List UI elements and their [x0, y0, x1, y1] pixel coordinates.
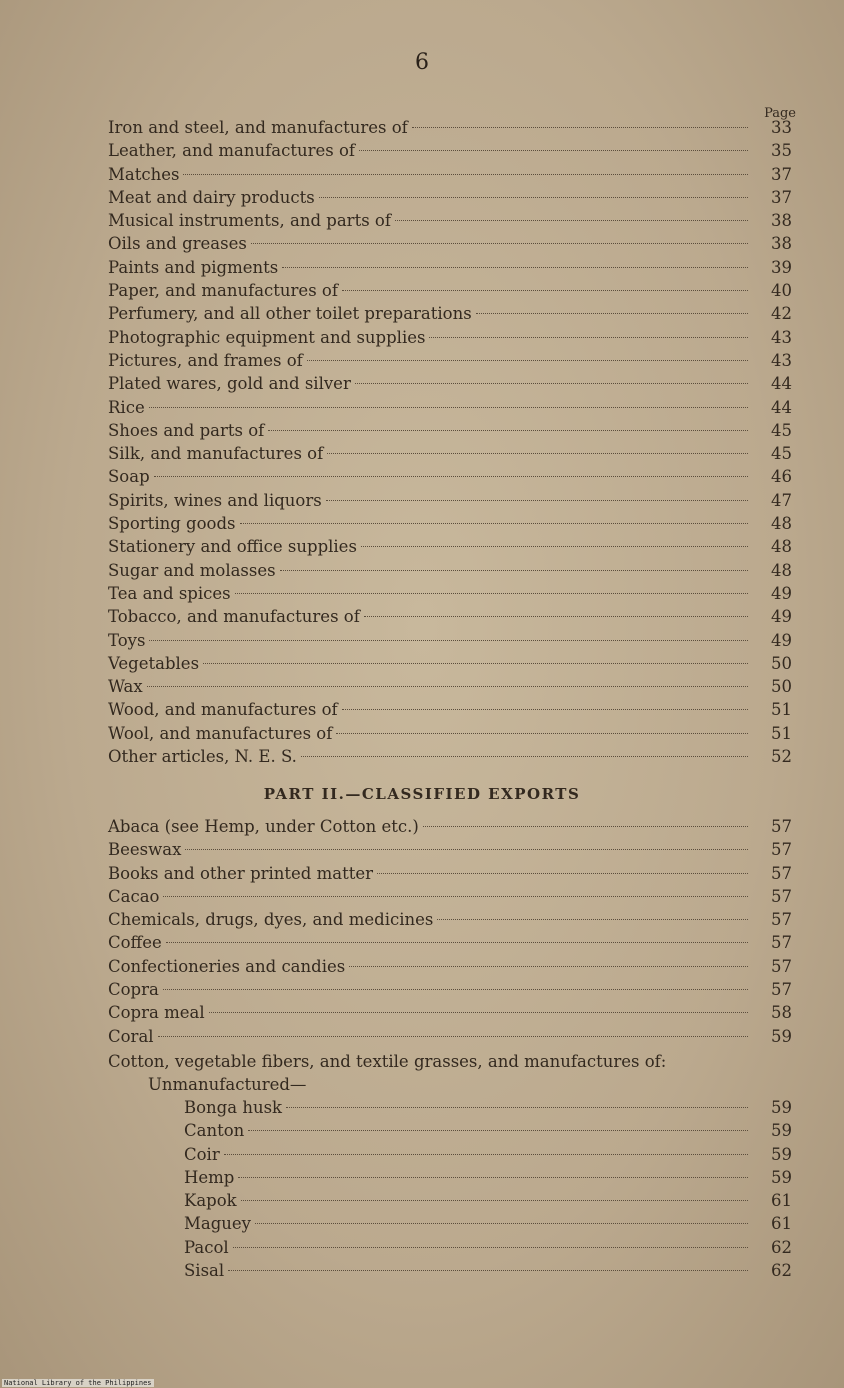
toc-entry-page: 57	[771, 910, 792, 930]
toc-entry-label: Paints and pigments	[108, 257, 279, 277]
toc-entry	[108, 512, 796, 535]
dot-leader	[203, 663, 748, 664]
toc-entry-page: 43	[771, 350, 792, 370]
toc-entry-label: Books and other printed matter	[108, 863, 374, 883]
toc-entry-page: 51	[771, 700, 792, 720]
dot-leader	[349, 966, 748, 967]
toc-entry	[108, 1119, 796, 1142]
toc-entry-label: Canton	[184, 1121, 245, 1141]
toc-entry-page: 37	[771, 164, 792, 184]
toc-entry	[108, 908, 796, 931]
toc-entry	[108, 1096, 796, 1119]
toc-entry	[108, 163, 796, 186]
toc-entry	[108, 232, 796, 255]
toc-entry-label: Pacol	[184, 1237, 229, 1257]
toc-entry-label: Beeswax	[108, 840, 182, 860]
toc-entry	[108, 629, 796, 652]
dot-leader	[228, 1270, 748, 1271]
toc-entry-label: Rice	[108, 397, 145, 417]
toc-entry-label: Meat and dairy products	[108, 187, 315, 207]
toc-entry	[108, 1166, 796, 1189]
toc-entry-label: Sisal	[184, 1261, 225, 1281]
toc-entry-page: 59	[771, 1167, 792, 1187]
toc-entry-page: 50	[771, 677, 792, 697]
toc-entry-page: 38	[771, 234, 792, 254]
toc-entry-page: 59	[771, 1026, 792, 1046]
toc-entry-page: 62	[771, 1261, 792, 1281]
toc-entry	[108, 675, 796, 698]
toc-entry	[108, 838, 796, 861]
toc-entry-page: 45	[771, 420, 792, 440]
toc-entry-page: 51	[771, 723, 792, 743]
toc-entry-label: Tobacco, and manufactures of	[108, 607, 360, 627]
toc-entry-label: Coral	[108, 1026, 154, 1046]
toc-entry	[108, 139, 796, 162]
dot-leader	[235, 593, 748, 594]
toc-entry-page: 57	[771, 933, 792, 953]
toc-entry-label: Paper, and manufactures of	[108, 281, 338, 301]
toc-entry	[108, 256, 796, 279]
toc-entry-label: Plated wares, gold and silver	[108, 374, 351, 394]
toc-entry-label: Kapok	[184, 1191, 237, 1211]
toc-entry-page: 59	[771, 1098, 792, 1117]
toc-entry-label: Copra meal	[108, 1003, 205, 1023]
toc-entry-label: Copra	[108, 980, 159, 1000]
dot-leader	[241, 1200, 748, 1201]
toc-entry-page: 50	[771, 653, 792, 673]
toc-entry	[108, 302, 796, 325]
dot-leader	[268, 430, 748, 431]
dot-leader	[166, 942, 748, 943]
toc-entry-page: 57	[771, 840, 792, 860]
toc-entry-page: 59	[771, 1121, 792, 1141]
toc-entry-label: Spirits, wines and liquors	[108, 490, 322, 510]
toc-entry	[108, 279, 796, 302]
toc-entry-page: 57	[771, 956, 792, 976]
dot-leader	[326, 500, 748, 501]
cotton-heading-text: Cotton, vegetable fibers, and textile grasses, and manufactures of:	[108, 1052, 667, 1071]
dot-leader	[355, 383, 748, 384]
page-column-label: Page	[764, 106, 796, 121]
dot-leader	[280, 570, 748, 571]
toc-entry	[108, 116, 796, 139]
toc-entry-page: 48	[771, 537, 792, 557]
toc-entry-label: Coir	[184, 1144, 220, 1164]
toc-entry-label: Cacao	[108, 886, 160, 906]
dot-leader	[395, 220, 748, 221]
toc-entry	[108, 489, 796, 512]
toc-entry-label: Pictures, and frames of	[108, 350, 303, 370]
toc-entry	[108, 349, 796, 372]
dot-leader	[149, 407, 748, 408]
toc-entry-page: 57	[771, 817, 792, 836]
toc-entry	[108, 1143, 796, 1166]
toc-entry-page: 62	[771, 1237, 792, 1257]
toc-entry-page: 43	[771, 327, 792, 347]
dot-leader	[307, 360, 748, 361]
cotton-heading	[108, 1050, 768, 1096]
toc-entry	[108, 931, 796, 954]
dot-leader	[233, 1247, 748, 1248]
dot-leader	[185, 849, 748, 850]
dot-leader	[423, 826, 748, 827]
toc-entry	[108, 978, 796, 1001]
dot-leader	[336, 733, 748, 734]
toc-entry	[108, 698, 796, 721]
toc-entry-page: 48	[771, 560, 792, 580]
part1-entry-list	[108, 116, 796, 768]
toc-entry-label: Chemicals, drugs, dyes, and medicines	[108, 910, 434, 930]
toc-entry	[108, 1259, 796, 1282]
library-credit: National Library of the Philippines	[4, 1379, 152, 1387]
toc-entry-label: Oils and greases	[108, 234, 247, 254]
toc-entry-page: 49	[771, 630, 792, 650]
toc-entry-page: 59	[771, 1144, 792, 1164]
toc-entry	[108, 955, 796, 978]
dot-leader	[282, 267, 748, 268]
dot-leader	[224, 1154, 748, 1155]
toc-entry	[108, 582, 796, 605]
toc-entry-page: 48	[771, 514, 792, 534]
dot-leader	[163, 989, 748, 990]
toc-entry-label: Matches	[108, 164, 180, 184]
toc-entry-label: Other articles, N. E. S.	[108, 747, 297, 767]
toc-entry-label: Wax	[108, 677, 143, 697]
toc-entry-label: Soap	[108, 467, 150, 487]
dot-leader	[286, 1107, 748, 1108]
toc-entry-label: Bonga husk	[184, 1098, 283, 1117]
dot-leader	[251, 243, 748, 244]
toc-entry-label: Coffee	[108, 933, 162, 953]
toc-entry-label: Toys	[108, 630, 146, 650]
toc-entry-label: Wool, and manufactures of	[108, 723, 333, 743]
toc-entry-label: Maguey	[184, 1214, 252, 1234]
dot-leader	[248, 1130, 748, 1131]
toc-entry	[108, 1189, 796, 1212]
dot-leader	[209, 1012, 748, 1013]
toc-entry	[108, 815, 796, 838]
toc-entry-label: Perfumery, and all other toilet preparations	[108, 304, 472, 324]
toc-entry-label: Shoes and parts of	[108, 420, 265, 440]
toc-entry-label: Stationery and office supplies	[108, 537, 357, 557]
cotton-entry-list	[108, 1096, 796, 1282]
toc-entry-page: 35	[771, 141, 792, 161]
toc-entry-label: Silk, and manufactures of	[108, 444, 324, 464]
toc-entry	[108, 419, 796, 442]
toc-entry	[108, 535, 796, 558]
toc-entry	[108, 1025, 796, 1048]
toc-entry-page: 61	[771, 1214, 792, 1234]
dot-leader	[154, 476, 748, 477]
toc-entry-page: 33	[771, 118, 792, 137]
dot-leader	[327, 453, 748, 454]
toc-entry-page: 46	[771, 467, 792, 487]
toc-entry-label: Confectioneries and candies	[108, 956, 346, 976]
dot-leader	[319, 197, 748, 198]
toc-entry-label: Vegetables	[108, 653, 200, 673]
toc-entry-page: 44	[771, 374, 792, 394]
dot-leader	[342, 709, 748, 710]
toc-entry	[108, 326, 796, 349]
toc-entry-label: Wood, and manufactures of	[108, 700, 338, 720]
dot-leader	[240, 523, 749, 524]
page-number: 6	[415, 50, 429, 75]
dot-leader	[361, 546, 748, 547]
toc-entry-page: 45	[771, 444, 792, 464]
toc-entry	[108, 745, 796, 768]
dot-leader	[158, 1036, 748, 1037]
dot-leader	[342, 290, 748, 291]
toc-entry	[108, 1212, 796, 1235]
toc-entry-page: 57	[771, 863, 792, 883]
toc-entry-label: Iron and steel, and manufactures of	[108, 118, 408, 137]
toc-entry-page: 40	[771, 281, 792, 301]
toc-entry-label: Sporting goods	[108, 514, 236, 534]
toc-entry	[108, 442, 796, 465]
dot-leader	[476, 313, 748, 314]
dot-leader	[364, 616, 748, 617]
toc-entry	[108, 186, 796, 209]
toc-entry-page: 49	[771, 583, 792, 603]
dot-leader	[149, 640, 748, 641]
unmanufactured-heading: Unmanufactured—	[148, 1075, 307, 1094]
toc-entry	[108, 559, 796, 582]
toc-entry-label: Leather, and manufactures of	[108, 141, 356, 161]
part2-entry-list	[108, 815, 796, 1048]
dot-leader	[377, 873, 748, 874]
toc-entry	[108, 465, 796, 488]
toc-entry-page: 52	[771, 747, 792, 767]
toc-entry	[108, 862, 796, 885]
dot-leader	[183, 174, 748, 175]
toc-entry-page: 61	[771, 1191, 792, 1211]
toc-entry-page: 44	[771, 397, 792, 417]
toc-entry-label: Abaca (see Hemp, under Cotton etc.)	[108, 817, 419, 836]
toc-entry-page: 58	[771, 1003, 792, 1023]
toc-entry-label: Hemp	[184, 1167, 235, 1187]
dot-leader	[238, 1177, 748, 1178]
toc-entry	[108, 209, 796, 232]
toc-entry-page: 57	[771, 886, 792, 906]
dot-leader	[429, 337, 748, 338]
toc-entry	[108, 652, 796, 675]
toc-entry-label: Musical instruments, and parts of	[108, 211, 391, 231]
dot-leader	[437, 919, 748, 920]
toc-entry-label: Tea and spices	[108, 583, 231, 603]
dot-leader	[359, 150, 748, 151]
toc-entry	[108, 1001, 796, 1024]
dot-leader	[147, 686, 748, 687]
toc-entry	[108, 372, 796, 395]
toc-entry	[108, 396, 796, 419]
dot-leader	[163, 896, 748, 897]
toc-entry-page: 37	[771, 187, 792, 207]
toc-entry	[108, 1236, 796, 1259]
toc-entry-page: 49	[771, 607, 792, 627]
toc-entry	[108, 722, 796, 745]
toc-entry-label: Sugar and molasses	[108, 560, 276, 580]
toc-entry-label: Photographic equipment and supplies	[108, 327, 426, 347]
toc-entry-page: 57	[771, 980, 792, 1000]
part2-heading: PART II.—CLASSIFIED EXPORTS	[263, 785, 581, 803]
toc-entry-page: 38	[771, 211, 792, 231]
toc-entry-page: 42	[771, 304, 792, 324]
dot-leader	[301, 756, 748, 757]
toc-entry	[108, 885, 796, 908]
toc-entry	[108, 605, 796, 628]
toc-entry-page: 47	[771, 490, 792, 510]
dot-leader	[412, 127, 748, 128]
toc-entry-page: 39	[771, 257, 792, 277]
dot-leader	[255, 1223, 748, 1224]
